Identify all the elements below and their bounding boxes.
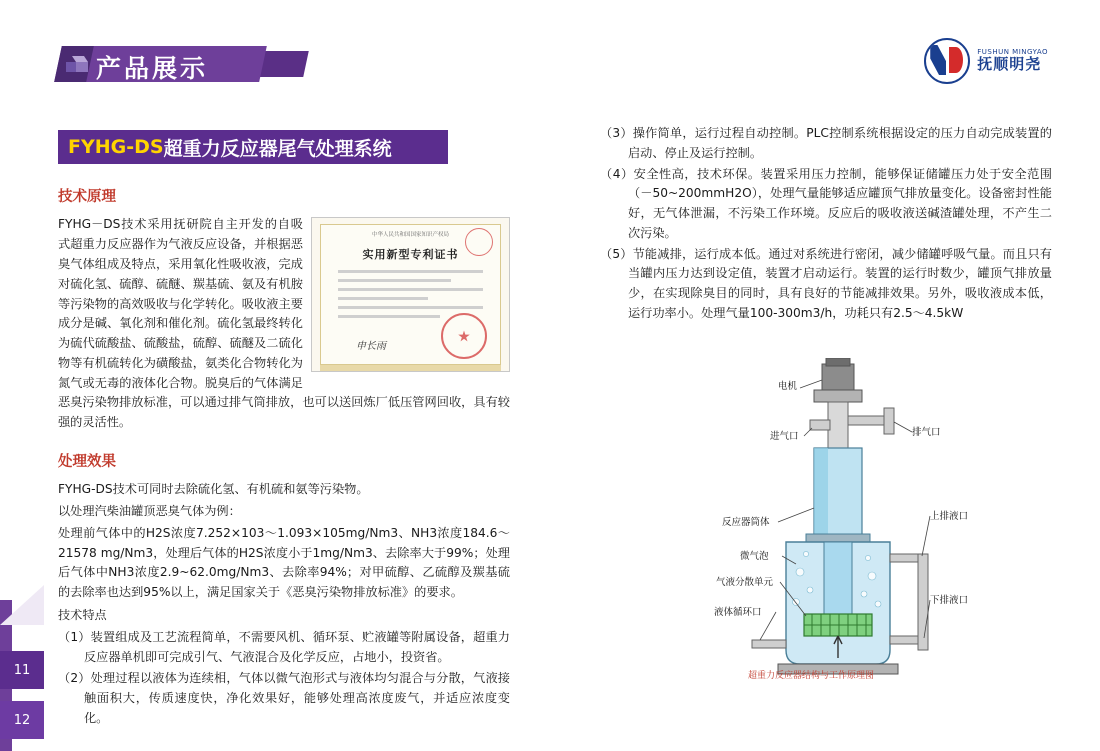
- effect-paragraph-1: FYHG-DS技术可同时去除硫化氢、有机硫和氨等污染物。: [58, 482, 369, 497]
- reactor-diagram: [600, 358, 1055, 698]
- diagram-label-dispersion-unit: 气液分散单元: [716, 577, 774, 588]
- feature-item-4: （4）安全性高，技术环保。装置采用压力控制，能够保证储罐压力处于安全范围（－50~200mmH2O），处理气量能够适应罐顶气排放量变化。设备密封性能好，无气体泄漏，不污染工作环境。反应后的吸收液送碱渣罐处理，不产生二次污染。: [600, 166, 1052, 240]
- feature-item-2: （2）处理过程以液体为连续相，气体以微气泡形式与液体均匀混合与分散，气液接触面积大，传质速度快，净化效果好，能够处理高浓度废气，并适应浓度变化。: [58, 671, 510, 725]
- feature-item-3: （3）操作简单，运行过程自动控制。PLC控制系统根据设定的压力自动完成装置的启动、停止及运行控制。: [600, 126, 1052, 160]
- technical-principle-text: FYHG－DS技术采用抚研院自主开发的自吸式超重力反应器作为气液反应设备，并根据恶臭气体组成及特点，采用氧化性吸收液，完成对硫化氢、硫醇、硫醚、羰基硫、氨及有机胺等污染物的高效吸收与化学转化。吸收液主要成分是碱、氧化剂和催化剂。硫化氢最终转化为硫代硫酸盐、硫酸盐，硫醇、硫醚及二硫化物等有机硫转化为磺酸盐，氨类化合物转化为氮气或无毒的液体化合物。脱臭后的气体满足恶臭污染物排放标准，可以通过排气筒排放，也可以送回炼厂低压管网回收，具有较强的灵活性。: [58, 217, 510, 430]
- effect-paragraph-2: 以处理汽柴油罐顶恶臭气体为例：: [58, 504, 241, 519]
- banner-title: 产品展示: [96, 54, 209, 83]
- certificate-title: 实用新型专利证书: [362, 248, 459, 262]
- diagram-label-microbubble: 微气泡: [740, 551, 769, 562]
- diagram-label-motor: 电机: [778, 381, 798, 392]
- company-logo: [924, 38, 1048, 84]
- diagram-label-lower-drain: 下排液口: [930, 595, 969, 606]
- cube-icon: [66, 56, 88, 74]
- product-title-bar: [58, 130, 448, 164]
- heading-treatment-effect: 处理效果: [58, 453, 116, 470]
- diagram-label-inlet: 进气口: [770, 431, 799, 442]
- reactor-diagram-drawing: [600, 358, 1055, 698]
- effect-paragraph-4: 技术特点: [58, 607, 107, 622]
- diagram-label-reactor-body: 反应器筒体: [722, 517, 770, 528]
- right-text-column: [600, 124, 1052, 325]
- diagram-caption: 超重力反应器结构与工作原理图: [748, 671, 875, 681]
- feature-item-1: （1）装置组成及工艺流程简单，不需要风机、循环泵、贮液罐等附属设备，超重力反应器单机即可完成引气、气液混合及化学反应，占地小，投资省。: [58, 629, 510, 664]
- page-number-left: 11: [0, 651, 44, 689]
- effect-paragraph-3: 处理前气体中的H2S浓度7.252×103～1.093×105mg/Nm3、NH3浓度184.6～21578 mg/Nm3，处理后气体的H2S浓度小于1mg/Nm3、去除率大于99%；处理后气体中NH3浓度2.9~62.0mg/Nm3、去除率94%；对甲硫醇、乙硫醇及羰基硫的去除率也达到95%以上，满足国家关于《恶臭污染物排放标准》的要求。: [58, 525, 510, 600]
- product-code: FYHG-DS: [68, 136, 164, 158]
- product-showcase-banner: [58, 46, 263, 82]
- page-number-right: 12: [0, 701, 44, 739]
- diagram-label-outlet: 排气口: [912, 427, 941, 438]
- logo-english-name: FUSHUN MINGYAO: [977, 48, 1048, 57]
- certificate-subtitle: 中华人民共和国国家知识产权局: [371, 232, 449, 239]
- feature-item-5: （5）节能减排，运行成本低。通过对系统进行密闭，减少储罐呼吸气量。而且只有当罐内压力达到设定值，装置才启动运行。装置的运行时数少，罐顶气排放量少，在实现除臭目的同时，具有良好的节能减排效果。另外，吸收液成本低，运行功率小。处理气量100-300m3/h，功耗只有2.5～4.5kW: [600, 246, 1052, 320]
- logo-chinese-name: 抚顺明尧: [977, 55, 1042, 74]
- left-text-column: [58, 180, 510, 731]
- certificate-signature: 申长雨: [356, 341, 386, 353]
- diagram-label-liquid-circulation: 液体循环口: [714, 607, 762, 618]
- heading-technical-principle: 技术原理: [58, 189, 116, 205]
- diagram-label-upper-drain: 上排液口: [930, 511, 969, 522]
- patent-certificate-photo: [311, 217, 510, 372]
- product-name: 超重力反应器尾气处理系统: [163, 137, 392, 160]
- company-logo-icon: [924, 38, 970, 84]
